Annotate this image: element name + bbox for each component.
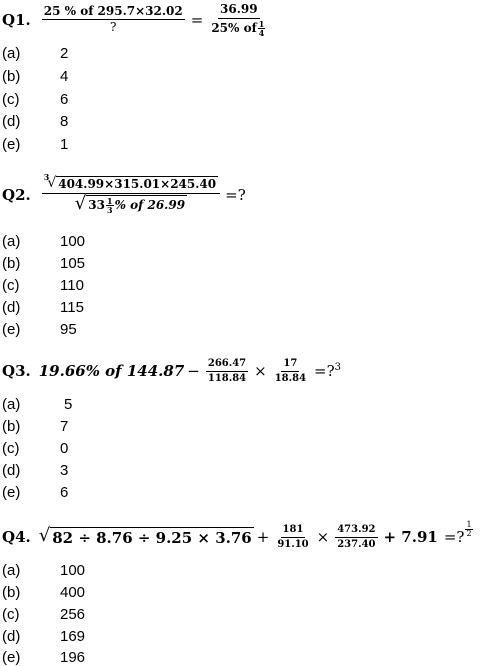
numerator: 17 — [281, 358, 299, 372]
option-value: 256 — [60, 606, 86, 623]
option-label: (b) — [2, 255, 21, 272]
option-value: 3 — [60, 462, 69, 479]
question-expression — [39, 358, 344, 384]
mini-denominator: 4 — [258, 27, 265, 38]
equals-sign: = — [190, 10, 204, 29]
radical-sign: √ — [47, 175, 57, 191]
option-value: 5 — [64, 396, 73, 413]
option-a[interactable] — [2, 45, 68, 62]
option-value: 2 — [60, 45, 69, 62]
denominator — [209, 19, 268, 37]
numerator: 25 % of 295.7×32.02 — [42, 5, 185, 21]
fraction — [42, 5, 185, 36]
option-label: (e) — [2, 649, 21, 666]
exponent: 3 — [334, 362, 342, 373]
option-label: (d) — [2, 462, 21, 479]
option-value: 115 — [60, 299, 84, 316]
option-e[interactable] — [2, 321, 77, 338]
option-label: (a) — [2, 396, 21, 413]
option-b[interactable] — [2, 418, 68, 435]
option-label: (e) — [2, 321, 21, 338]
option-e[interactable] — [2, 484, 68, 501]
option-label: (b) — [2, 418, 21, 435]
mini-numerator: 1 — [106, 195, 113, 206]
denominator: 18.84 — [274, 372, 307, 384]
question-number: Q1. — [2, 10, 31, 29]
mini-numerator: 1 — [466, 520, 472, 530]
minus-sign: − — [187, 362, 200, 380]
denominator-text: 25% of — [211, 20, 257, 35]
option-value: 100 — [60, 562, 86, 579]
option-value: 4 — [60, 68, 69, 85]
denominator-rest: % of 26.99 — [114, 197, 186, 212]
denominator: 237.40 — [337, 538, 376, 550]
option-d[interactable] — [2, 113, 68, 130]
lead-term: 19.66% of 144.87 — [38, 362, 185, 380]
equals-text: =? — [443, 527, 465, 546]
option-c[interactable] — [2, 440, 68, 457]
option-b[interactable] — [2, 255, 85, 272]
option-d[interactable] — [2, 628, 85, 645]
option-d[interactable] — [2, 299, 84, 316]
times-sign: × — [254, 362, 267, 380]
option-a[interactable] — [2, 396, 72, 413]
option-label: (e) — [2, 136, 21, 153]
option-value: 6 — [60, 484, 69, 501]
root-index: 3 — [43, 172, 50, 182]
question-3 — [2, 358, 344, 384]
fraction — [273, 358, 308, 384]
question-2 — [2, 172, 249, 215]
numerator: 473.92 — [335, 524, 377, 538]
denominator: 118.84 — [207, 372, 247, 384]
option-label: (c) — [2, 91, 20, 108]
option-e[interactable] — [2, 649, 85, 666]
option-label: (c) — [2, 440, 20, 457]
option-value: 7 — [60, 418, 69, 435]
cube-root — [47, 176, 218, 192]
option-label: (c) — [2, 606, 20, 623]
option-c[interactable] — [2, 277, 84, 294]
option-c[interactable] — [2, 606, 85, 623]
equals-question — [314, 362, 341, 380]
numerator: 36.99 — [218, 3, 260, 19]
radicand — [86, 195, 187, 214]
option-value: 8 — [60, 113, 69, 130]
mini-fraction — [106, 197, 114, 214]
mini-denominator: 2 — [466, 529, 472, 539]
exponent-fraction — [465, 521, 472, 538]
numerator: 181 — [281, 524, 306, 538]
numerator: 266.47 — [206, 358, 248, 372]
option-label: (b) — [2, 68, 21, 85]
option-value: 169 — [60, 628, 86, 645]
option-label: (a) — [2, 562, 21, 579]
option-label: (d) — [2, 299, 21, 316]
option-label: (d) — [2, 628, 21, 645]
radical-sign: √ — [38, 525, 51, 546]
added-term: + 7.91 — [383, 528, 438, 546]
option-c[interactable] — [2, 91, 68, 108]
option-label: (d) — [2, 113, 21, 130]
fraction — [209, 3, 268, 37]
option-value: 95 — [60, 321, 77, 338]
option-a[interactable] — [2, 562, 85, 579]
option-value: 0 — [60, 440, 69, 457]
mini-denominator: 3 — [106, 204, 113, 215]
question-number: Q2. — [2, 185, 31, 204]
option-b[interactable] — [2, 584, 85, 601]
option-a[interactable] — [2, 233, 85, 250]
option-value: 6 — [60, 91, 69, 108]
denominator: ? — [110, 20, 117, 35]
fraction — [42, 172, 220, 215]
option-b[interactable] — [2, 68, 68, 85]
fraction — [275, 524, 310, 550]
option-value: 105 — [60, 255, 86, 272]
denominator — [73, 194, 189, 214]
plus-sign: + — [256, 528, 270, 546]
question-expression — [39, 3, 272, 37]
square-root — [39, 527, 254, 547]
radicand: 82 ÷ 8.76 ÷ 9.25 × 3.76 — [52, 529, 252, 547]
times-sign: × — [316, 528, 330, 546]
option-d[interactable] — [2, 462, 68, 479]
option-value: 100 — [60, 233, 86, 250]
option-e[interactable] — [2, 136, 68, 153]
option-label: (a) — [2, 233, 21, 250]
denominator: 91.10 — [277, 538, 309, 550]
fraction — [335, 524, 377, 550]
question-4 — [2, 520, 477, 550]
whole-part: 33 — [88, 197, 105, 212]
option-label: (c) — [2, 277, 20, 294]
question-1 — [2, 3, 271, 37]
radical-sign: √ — [74, 192, 87, 214]
question-number: Q3. — [2, 362, 31, 380]
option-value: 110 — [60, 277, 84, 294]
mini-numerator: 1 — [258, 18, 265, 29]
option-label: (e) — [2, 484, 21, 501]
equals-question: =? — [225, 185, 246, 204]
mini-fraction — [258, 20, 266, 37]
equals-text: =? — [314, 362, 335, 380]
option-label: (a) — [2, 45, 21, 62]
option-value: 196 — [60, 649, 86, 666]
option-value: 1 — [60, 136, 69, 153]
equals-question — [443, 520, 474, 547]
question-expression — [39, 172, 249, 215]
fraction — [206, 358, 248, 384]
option-value: 400 — [60, 584, 86, 601]
question-expression — [38, 520, 477, 550]
option-label: (b) — [2, 584, 21, 601]
radicand: 404.99×315.01×245.40 — [58, 177, 217, 191]
question-number: Q4. — [2, 528, 31, 546]
numerator — [42, 172, 220, 194]
square-root — [74, 192, 187, 215]
